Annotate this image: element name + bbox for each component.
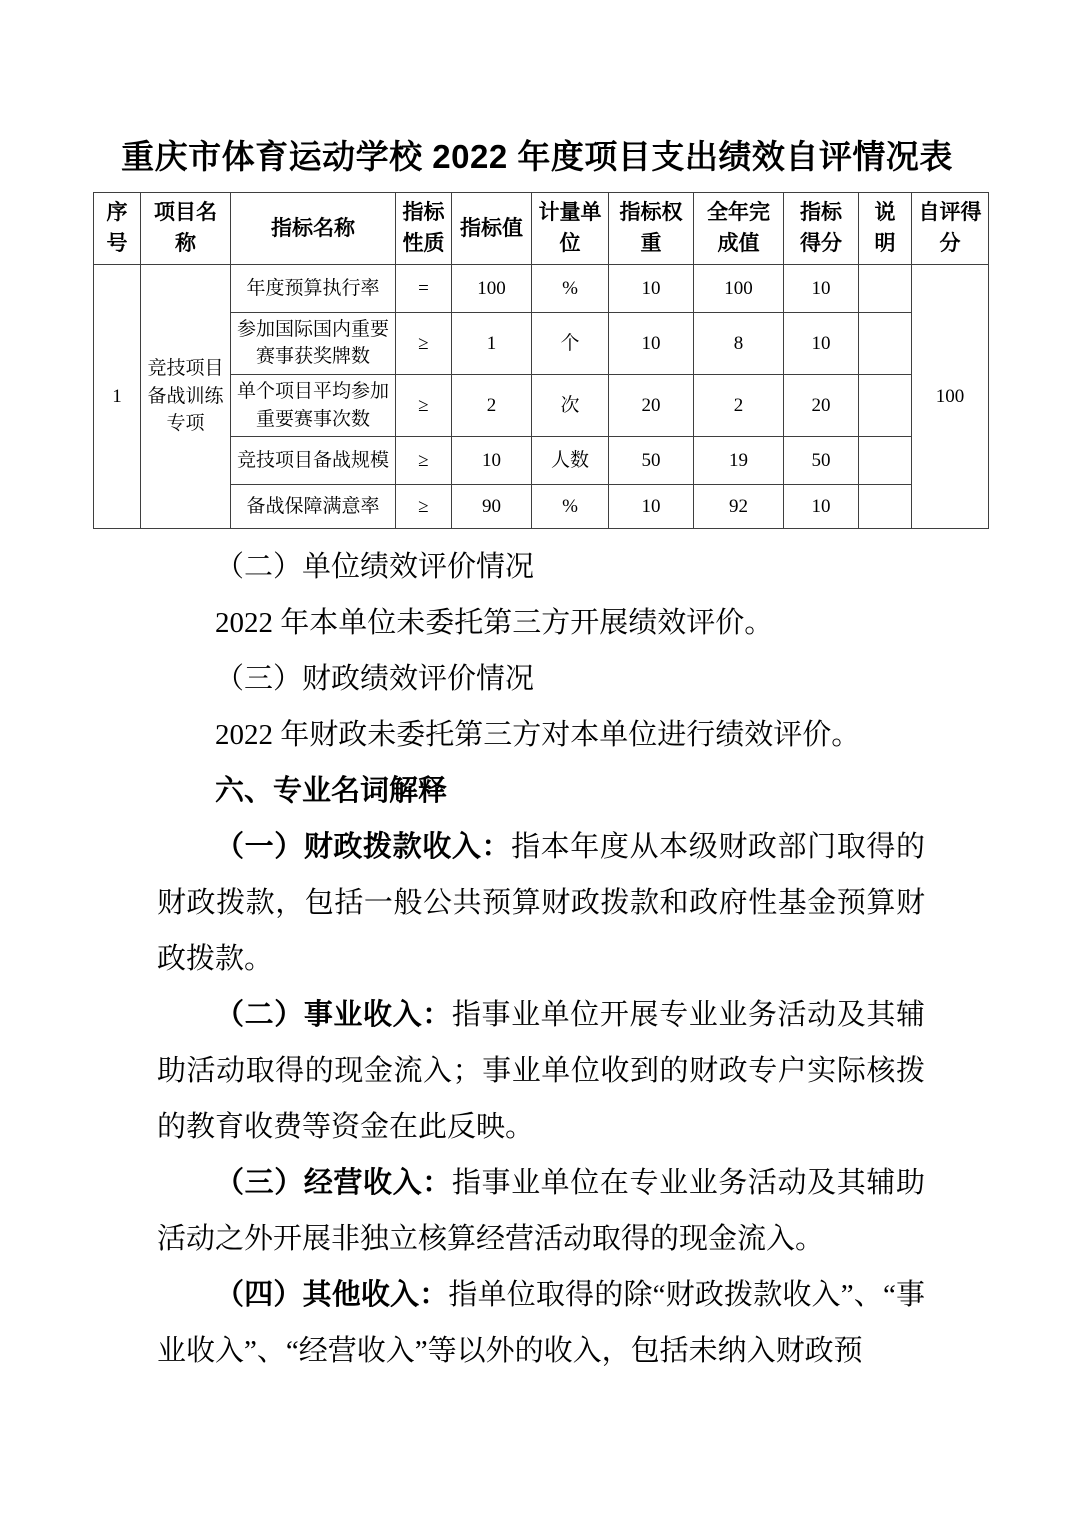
col-header-indicator: 指标名称 <box>231 192 396 264</box>
cell-indicator: 参加国际国内重要赛事获奖牌数 <box>231 312 396 374</box>
cell-project-name: 竞技项目备战训练专项 <box>141 264 231 528</box>
cell-completed: 19 <box>694 437 784 485</box>
col-header-score: 指标得分 <box>784 192 859 264</box>
cell-value: 1 <box>452 312 532 374</box>
cell-nature: ≥ <box>396 374 452 436</box>
cell-score: 10 <box>784 485 859 529</box>
cell-indicator: 备战保障满意率 <box>231 485 396 529</box>
term-definition: 指单位取得的除“财政拨款收入”、“事业收入”、“经营收入”等以外的收入，包括未纳入财政预 <box>157 1279 925 1368</box>
table-header-row <box>94 192 989 264</box>
subheading-unit-evaluation: （二）单位绩效评价情况 <box>215 551 535 584</box>
section-heading-terms: 六、专业名词解释 <box>215 775 448 808</box>
col-header-value: 指标值 <box>452 192 532 264</box>
cell-weight: 10 <box>609 485 694 529</box>
cell-note <box>859 485 912 529</box>
cell-completed: 2 <box>694 374 784 436</box>
cell-note <box>859 374 912 436</box>
cell-nature: = <box>396 264 452 312</box>
term-paragraph <box>157 1155 925 1267</box>
col-header-unit: 计量单位 <box>532 192 609 264</box>
cell-weight: 10 <box>609 312 694 374</box>
term-label: （一）财政拨款收入： <box>215 831 512 864</box>
cell-nature: ≥ <box>396 485 452 529</box>
cell-completed: 100 <box>694 264 784 312</box>
cell-value: 2 <box>452 374 532 436</box>
term-paragraph <box>157 819 925 987</box>
col-header-completed: 全年完成值 <box>694 192 784 264</box>
cell-unit: % <box>532 485 609 529</box>
document-body <box>157 539 925 1379</box>
cell-value: 100 <box>452 264 532 312</box>
term-definition: 指事业单位开展专业业务活动及其辅助活动取得的现金流入；事业单位收到的财政专户实际核拨的教育收费等资金在此反映。 <box>157 999 925 1144</box>
cell-unit: 人数 <box>532 437 609 485</box>
cell-weight: 10 <box>609 264 694 312</box>
col-header-nature: 指标性质 <box>396 192 452 264</box>
cell-indicator: 单个项目平均参加重要赛事次数 <box>231 374 396 436</box>
cell-seq: 1 <box>94 264 141 528</box>
subheading-finance-evaluation: （三）财政绩效评价情况 <box>215 663 535 696</box>
cell-nature: ≥ <box>396 312 452 374</box>
term-label: （三）经营收入： <box>215 1167 452 1200</box>
document-title: 重庆市体育运动学校 2022 年度项目支出绩效自评情况表 <box>121 138 953 175</box>
col-header-weight: 指标权重 <box>609 192 694 264</box>
table-row <box>94 264 989 312</box>
term-paragraph <box>157 987 925 1155</box>
term-label: （四）其他收入： <box>215 1279 449 1312</box>
cell-indicator: 年度预算执行率 <box>231 264 396 312</box>
cell-value: 90 <box>452 485 532 529</box>
cell-note <box>859 437 912 485</box>
cell-score: 20 <box>784 374 859 436</box>
paragraph-unit-evaluation: 2022 年本单位未委托第三方开展绩效评价。 <box>215 607 774 640</box>
cell-note <box>859 312 912 374</box>
col-header-note: 说明 <box>859 192 912 264</box>
cell-weight: 20 <box>609 374 694 436</box>
cell-nature: ≥ <box>396 437 452 485</box>
cell-unit: % <box>532 264 609 312</box>
col-header-self-score: 自评得分 <box>912 192 989 264</box>
cell-unit: 个 <box>532 312 609 374</box>
cell-completed: 8 <box>694 312 784 374</box>
cell-note <box>859 264 912 312</box>
term-definition: 指本年度从本级财政部门取得的财政拨款，包括一般公共预算财政拨款和政府性基金预算财政拨款。 <box>157 831 925 976</box>
cell-indicator: 竞技项目备战规模 <box>231 437 396 485</box>
col-header-project: 项目名称 <box>141 192 231 264</box>
col-header-seq: 序号 <box>94 192 141 264</box>
cell-weight: 50 <box>609 437 694 485</box>
term-definition: 指事业单位在专业业务活动及其辅助活动之外开展非独立核算经营活动取得的现金流入。 <box>157 1167 925 1256</box>
cell-score: 50 <box>784 437 859 485</box>
cell-completed: 92 <box>694 485 784 529</box>
cell-self-score: 100 <box>912 264 989 528</box>
term-label: （二）事业收入： <box>215 999 452 1032</box>
cell-unit: 次 <box>532 374 609 436</box>
cell-score: 10 <box>784 312 859 374</box>
cell-score: 10 <box>784 264 859 312</box>
paragraph-finance-evaluation: 2022 年财政未委托第三方对本单位进行绩效评价。 <box>215 719 861 752</box>
cell-value: 10 <box>452 437 532 485</box>
performance-self-evaluation-table <box>93 192 989 529</box>
term-paragraph <box>157 1267 925 1379</box>
